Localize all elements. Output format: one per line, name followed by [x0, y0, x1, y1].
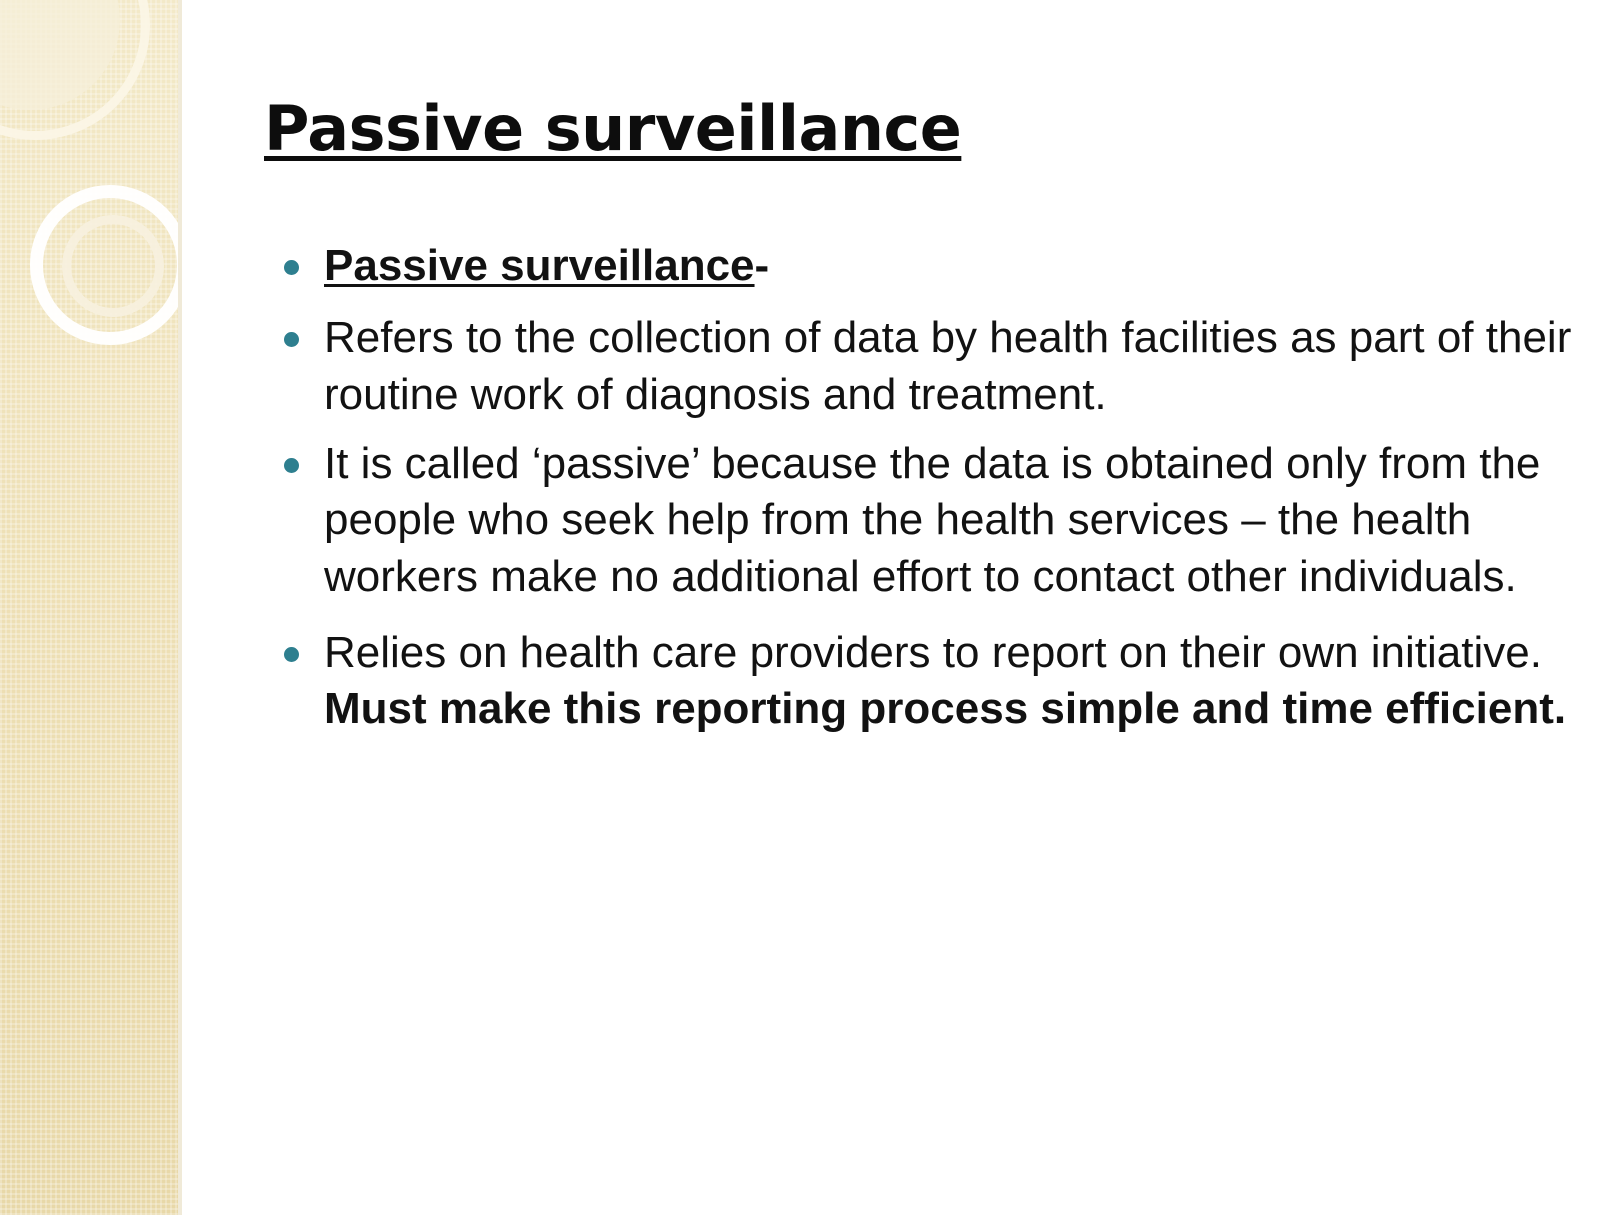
decorative-ring-small-icon — [62, 215, 164, 317]
decorative-arc-icon — [0, 0, 150, 140]
list-item: It is called ‘passive’ because the data is obtained only from the people who seek help from the health services – the health workers make no additional effort to contact other individuals. — [260, 436, 1590, 605]
list-item — [260, 238, 1590, 294]
list-item — [260, 625, 1590, 738]
bullet-heading-trailing-text: - — [754, 241, 770, 290]
bullet-heading-underlined-text: Passive surveillance — [324, 241, 755, 290]
bullet-relies-text: Relies on health care providers to report on their own initiative. — [324, 627, 1542, 677]
page-title: Passive surveillance — [264, 92, 962, 165]
list-item: Refers to the collection of data by health facilities as part of their routine work of diagnosis and treatment. — [260, 310, 1590, 423]
bullet-relies-emphasis: Must make this reporting process simple and time efficient. — [324, 684, 1567, 734]
decorative-sidebar-band — [0, 0, 182, 1215]
slide-content — [182, 0, 1620, 1215]
bullet-list — [260, 238, 1590, 751]
